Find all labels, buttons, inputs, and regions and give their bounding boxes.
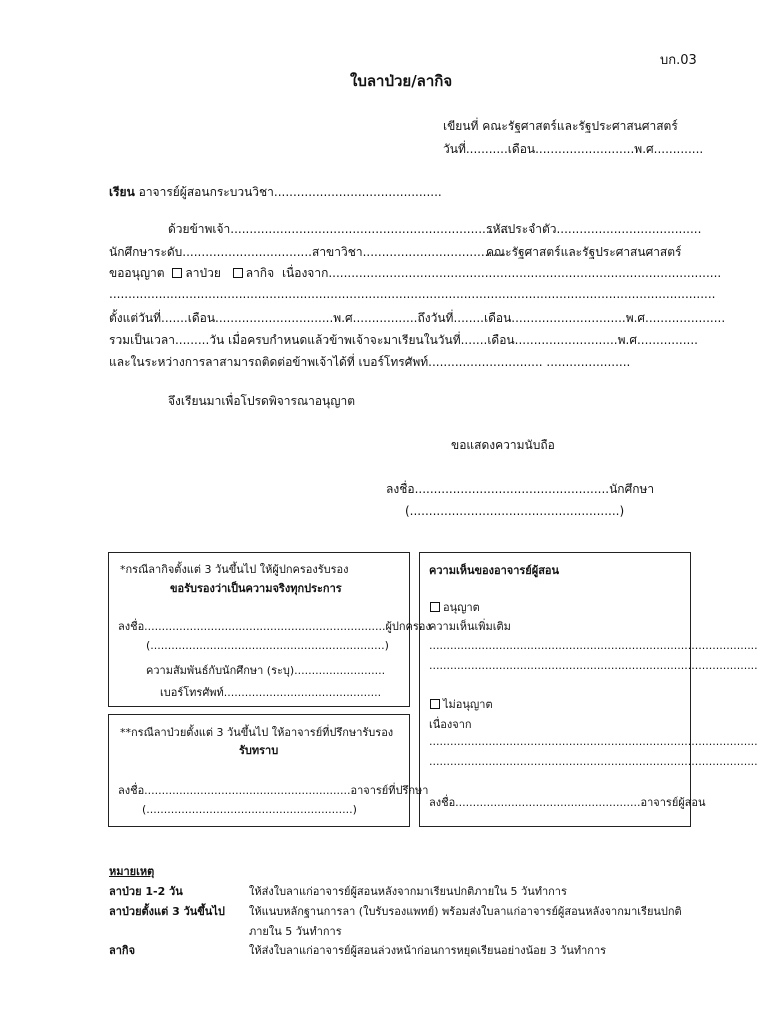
- guardian-phone-line[interactable]: เบอร์โทรศัพท์.............................................: [160, 686, 382, 699]
- note-text-sick-short: ให้ส่งใบลาแก่อาจารย์ผู้สอนหลังจากมาเรียนปกติภายใน 5 วันทำการ: [249, 885, 567, 898]
- deny-reason-line-1[interactable]: ..............................................................................................: [429, 735, 758, 748]
- approve-checkbox[interactable]: [430, 602, 440, 612]
- business-leave-label: ลากิจ: [245, 266, 275, 280]
- advisor-condition: **กรณีลาป่วยตั้งแต่ 3 วันขึ้นไป ให้อาจารย์ที่ปรึกษารับรอง: [120, 726, 394, 739]
- sick-leave-label: ลาป่วย: [185, 266, 221, 280]
- form-code: บก.03: [660, 53, 697, 68]
- date-line[interactable]: วันที่...........เดือน..........................พ.ศ.............: [443, 142, 704, 156]
- instructor-signature-line[interactable]: ลงชื่อ.....................................................อาจารย์ผู้สอน: [429, 796, 706, 809]
- student-id-line[interactable]: รหัสประจำตัว......................................: [486, 222, 702, 236]
- student-signature-line[interactable]: ลงชื่อ...................................................นักศึกษา: [386, 482, 655, 496]
- request-text: จึงเรียนมาเพื่อโปรดพิจารณาอนุญาต: [168, 394, 356, 408]
- guardian-condition: *กรณีลากิจตั้งแต่ 3 วันขึ้นไป ให้ผู้ปกครองรับรอง: [120, 563, 349, 576]
- addressee: [109, 183, 442, 202]
- form-title: ใบลาป่วย/ลากิจ: [350, 72, 453, 90]
- faculty-text: คณะรัฐศาสตร์และรัฐประศาสนศาสตร์: [486, 245, 682, 259]
- note-text-sick-long: ให้แนบหลักฐานการลา (ใบรับรองแพทย์) พร้อมส่งใบลาแก่อาจารย์ผู้สอนหลังจากมาเรียนปกติ: [249, 905, 682, 918]
- extra-comment-line-1[interactable]: ..............................................................................................: [429, 639, 758, 652]
- advisor-name-line[interactable]: (...........................................................): [142, 803, 357, 816]
- sick-leave-checkbox[interactable]: [172, 268, 182, 278]
- guardian-certification-box: [108, 552, 431, 707]
- student-name-line[interactable]: ด้วยข้าพเจ้า.........................................................................: [168, 222, 509, 236]
- reason-line-2[interactable]: ...............................................................................................................................................................: [109, 287, 716, 301]
- guardian-relation-line[interactable]: ความสัมพันธ์กับนักศึกษา (ระบุ)..........................: [146, 664, 386, 677]
- addressee-course[interactable]: อาจารย์ผู้สอนกระบวนวิชา............................................: [138, 185, 442, 199]
- student-signature-name[interactable]: (.......................................................): [405, 504, 625, 518]
- notes-heading: หมายเหตุ: [109, 865, 155, 878]
- written-at: เขียนที่ คณะรัฐศาสตร์และรัฐประศาสนศาสตร์: [443, 119, 678, 133]
- note-label-sick-short: ลาป่วย 1-2 วัน: [109, 885, 183, 898]
- deny-checkbox[interactable]: [430, 699, 440, 709]
- note-text-sick-long-cont: ภายใน 5 วันทำการ: [249, 925, 342, 938]
- instructor-opinion-box: [419, 552, 758, 827]
- approve-option: [430, 598, 480, 616]
- regards-text: ขอแสดงความนับถือ: [451, 438, 555, 452]
- deny-reason-label: เนื่องจาก: [429, 718, 472, 731]
- reason-line[interactable]: เนื่องจาก.......................................................................................................: [281, 266, 722, 280]
- leave-period-line[interactable]: ตั้งแต่วันที่.......เดือน...............................พ.ศ.................ถึงวันที่........เดือน..............................พ.ศ.....................: [109, 311, 726, 325]
- guardian-signature-line[interactable]: ลงชื่อ.....................................................................ผู้ปกครอง: [118, 620, 431, 633]
- advisor-acknowledge-text: รับทราบ: [239, 744, 279, 757]
- guardian-certify-text: ขอรับรองว่าเป็นความจริงทุกประการ: [170, 582, 342, 595]
- student-level-major-line[interactable]: นักศึกษาระดับ..................................สาขาวิชา.....................................: [109, 245, 504, 259]
- contact-phone-line[interactable]: และในระหว่างการลาสามารถติดต่อข้าพเจ้าได้ที่ เบอร์โทรศัพท์.............................. ......................: [109, 355, 631, 369]
- business-leave-checkbox[interactable]: [233, 268, 243, 278]
- extra-comment-line-2[interactable]: ..............................................................................................: [429, 659, 758, 672]
- leave-request-label: ขออนุญาต: [109, 266, 165, 280]
- advisor-signature-line[interactable]: ลงชื่อ...........................................................อาจารย์ที่ปรึกษา: [118, 784, 429, 797]
- extra-comment-label: ความเห็นเพิ่มเติม: [429, 620, 511, 633]
- deny-label: ไม่อนุญาต: [443, 698, 493, 711]
- advisor-certification-box: [108, 714, 429, 827]
- addressee-label: เรียน: [109, 185, 135, 199]
- note-text-business: ให้ส่งใบลาแก่อาจารย์ผู้สอนล่วงหน้าก่อนการหยุดเรียนอย่างน้อย 3 วันทำการ: [249, 944, 607, 957]
- approve-label: อนุญาต: [443, 601, 480, 614]
- note-label-sick-long: ลาป่วยตั้งแต่ 3 วันขึ้นไป: [109, 905, 225, 918]
- instructor-opinion-title: ความเห็นของอาจารย์ผู้สอน: [429, 564, 560, 577]
- leave-duration-line[interactable]: รวมเป็นเวลา.........วัน เมื่อครบกำหนดแล้วข้าพเจ้าจะมาเรียนในวันที่.......เดือน...........................พ.ศ................: [109, 333, 698, 347]
- deny-option: [430, 695, 493, 713]
- guardian-name-line[interactable]: (...................................................................): [146, 639, 389, 652]
- deny-reason-line-2[interactable]: ..............................................................................................: [429, 755, 758, 768]
- leave-type-line: [109, 264, 721, 283]
- note-label-business: ลากิจ: [109, 944, 136, 957]
